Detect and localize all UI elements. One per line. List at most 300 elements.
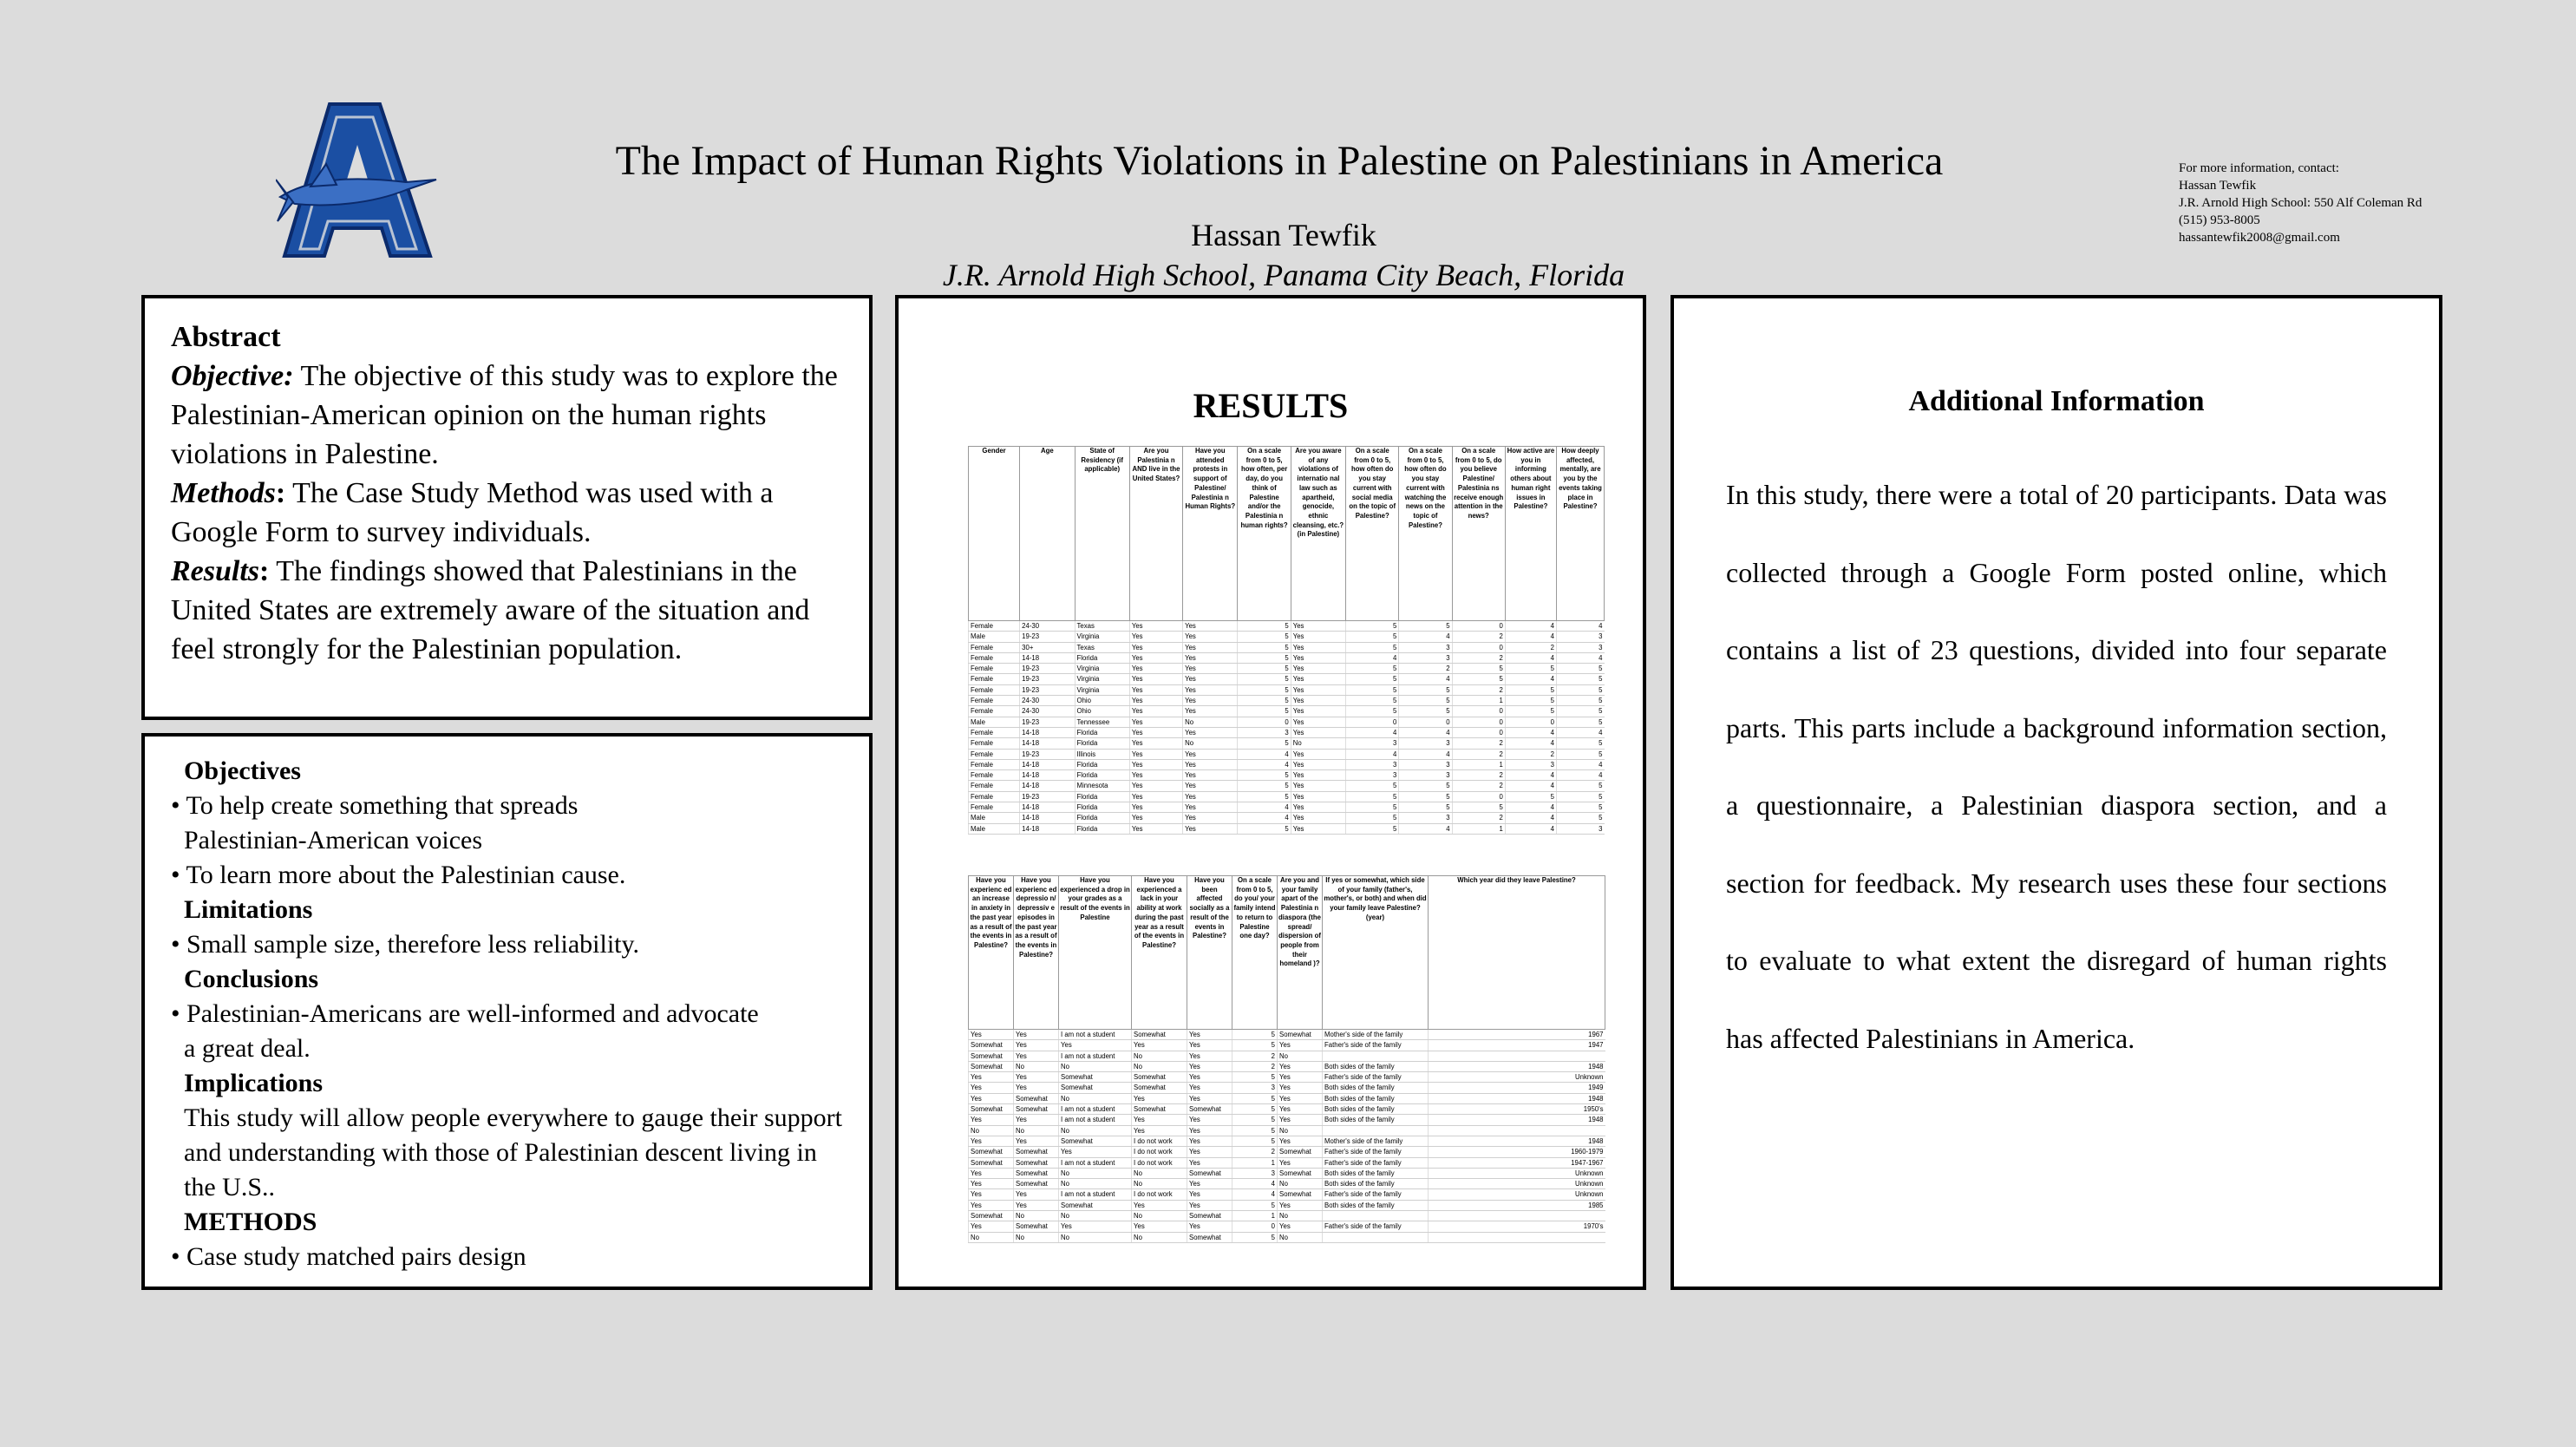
table-cell: Father's side of the family xyxy=(1323,1072,1429,1083)
table-cell: 5 xyxy=(1452,802,1505,813)
table-row xyxy=(969,1051,1605,1061)
table-cell: Yes xyxy=(1183,706,1238,717)
table-cell: Both sides of the family xyxy=(1323,1061,1429,1071)
table-cell: Yes xyxy=(1187,1093,1232,1103)
table-cell: Somewhat xyxy=(1132,1083,1187,1093)
table-cell: Yes xyxy=(1129,813,1182,823)
table-cell: No xyxy=(1278,1211,1323,1221)
table-cell: 5 xyxy=(1399,696,1452,706)
table-cell: Unknown xyxy=(1429,1072,1605,1083)
table-cell: 2 xyxy=(1232,1061,1278,1071)
table-header-cell: Are you aware of any violations of internatio nal law such as apartheid, genocide, ethnic cleansing, etc.? (in Palestine) xyxy=(1291,447,1345,621)
table-cell: Yes xyxy=(1129,674,1182,684)
abstract-methods: Methods: The Case Study Method was used with a Google Form to survey individuals. xyxy=(171,477,774,548)
table-row xyxy=(969,1083,1605,1093)
table-cell: Yes xyxy=(1278,1115,1323,1125)
table-cell: Yes xyxy=(1187,1136,1232,1146)
table-cell: 2 xyxy=(1452,632,1505,642)
table-cell: 4 xyxy=(1505,632,1556,642)
table-cell: 14-18 xyxy=(1020,813,1075,823)
table-cell: Florida xyxy=(1075,727,1129,737)
table-header-cell: Age xyxy=(1020,447,1075,621)
table-cell: Yes xyxy=(1183,781,1238,791)
table-cell: Yes xyxy=(969,1083,1014,1093)
table-cell: Yes xyxy=(1183,674,1238,684)
table-row xyxy=(969,1232,1605,1242)
results-title: RESULTS xyxy=(1193,386,1349,425)
table-cell: 19-23 xyxy=(1020,749,1075,759)
table-cell: No xyxy=(1183,738,1238,749)
contact-email: hassantewfik2008@gmail.com xyxy=(2179,231,2340,245)
table-cell: 4 xyxy=(1399,749,1452,759)
table-cell: Yes xyxy=(1183,696,1238,706)
table-cell: 5 xyxy=(1556,717,1604,727)
table-cell: 14-18 xyxy=(1020,738,1075,749)
table-cell: No xyxy=(1059,1232,1132,1242)
table-cell: Somewhat xyxy=(969,1040,1014,1051)
table-cell: 2 xyxy=(1452,652,1505,663)
table-cell: 1948 xyxy=(1429,1136,1605,1146)
table-cell: 5 xyxy=(1346,781,1399,791)
table-cell: Yes xyxy=(1129,749,1182,759)
table-cell: Yes xyxy=(1183,823,1238,834)
contact-line: J.R. Arnold High School: 550 Alf Coleman Rd xyxy=(2179,196,2422,210)
table-cell: No xyxy=(1014,1125,1059,1136)
table-row xyxy=(969,727,1605,737)
school-logo xyxy=(276,100,441,265)
table-cell: Somewhat xyxy=(1132,1104,1187,1115)
table-cell: 14-18 xyxy=(1020,781,1075,791)
table-cell: Yes xyxy=(1129,738,1182,749)
table-cell: 1 xyxy=(1232,1211,1278,1221)
table-cell: Female xyxy=(969,696,1020,706)
table-cell: 0 xyxy=(1452,706,1505,717)
table-cell xyxy=(1429,1211,1605,1221)
contact-line: For more information, contact: xyxy=(2179,161,2339,175)
objectives-panel xyxy=(141,733,873,1290)
table-cell: Somewhat xyxy=(1278,1030,1323,1040)
table-cell: No xyxy=(1014,1232,1059,1242)
table-row xyxy=(969,1168,1605,1178)
table-cell: 1947-1967 xyxy=(1429,1157,1605,1168)
table-cell: 1967 xyxy=(1429,1030,1605,1040)
table-cell: 5 xyxy=(1505,684,1556,695)
table-cell: 5 xyxy=(1346,621,1399,632)
table-cell: 19-23 xyxy=(1020,684,1075,695)
table-header-cell: On a scale from 0 to 5, how often, per day, do you think of Palestine and/or the Palestinia n human rights? xyxy=(1238,447,1291,621)
table-cell: Yes xyxy=(1183,664,1238,674)
objectives-heading: Objectives xyxy=(184,756,301,785)
table-cell: Yes xyxy=(1291,706,1345,717)
table-row xyxy=(969,813,1605,823)
table-cell: Yes xyxy=(1129,781,1182,791)
table-header-cell: Are you and your family apart of the Palestinia n diaspora (the spread/ dispersion of people from their homeland )? xyxy=(1278,876,1323,1030)
table-cell: 24-30 xyxy=(1020,696,1075,706)
table-cell: 5 xyxy=(1556,802,1604,813)
table-cell: Florida xyxy=(1075,823,1129,834)
table-cell: Yes xyxy=(1187,1072,1232,1083)
table-cell: No xyxy=(1059,1179,1132,1189)
table-cell: Yes xyxy=(1278,1093,1323,1103)
table-cell: 5 xyxy=(1452,674,1505,684)
table-cell: 1 xyxy=(1452,823,1505,834)
table-cell: Illinois xyxy=(1075,749,1129,759)
method-item: • Case study matched pairs design xyxy=(171,1242,526,1271)
table-cell: Unknown xyxy=(1429,1179,1605,1189)
table-cell: Both sides of the family xyxy=(1323,1168,1429,1178)
table-cell: Yes xyxy=(1278,1083,1323,1093)
table-cell: 4 xyxy=(1238,749,1291,759)
table-cell xyxy=(1323,1125,1429,1136)
table-cell: Yes xyxy=(1129,684,1182,695)
table-row xyxy=(969,652,1605,663)
table-header-cell: Have you experienc ed depressio n/ depressiv e episodes in the past year as a result of the events in Palestine? xyxy=(1014,876,1059,1030)
table-cell: Somewhat xyxy=(1132,1030,1187,1040)
table-cell: Yes xyxy=(1183,749,1238,759)
table-cell: 3 xyxy=(1556,642,1604,652)
table-cell: 5 xyxy=(1346,684,1399,695)
table-cell: Yes xyxy=(969,1072,1014,1083)
table-cell: No xyxy=(1132,1232,1187,1242)
table-cell: 5 xyxy=(1399,781,1452,791)
implications-heading: Implications xyxy=(184,1069,324,1097)
table-cell: I am not a student xyxy=(1059,1157,1132,1168)
table-cell: 1947 xyxy=(1429,1040,1605,1051)
table-cell: 2 xyxy=(1232,1147,1278,1157)
table-cell: Yes xyxy=(969,1136,1014,1146)
table-cell: 5 xyxy=(1346,664,1399,674)
table-cell: 5 xyxy=(1238,674,1291,684)
table-cell: No xyxy=(1132,1061,1187,1071)
table-cell: Female xyxy=(969,642,1020,652)
table-cell: I am not a student xyxy=(1059,1115,1132,1125)
table-cell: 3 xyxy=(1346,759,1399,769)
table-cell: Yes xyxy=(1291,813,1345,823)
table-cell: 4 xyxy=(1346,652,1399,663)
table-cell: 4 xyxy=(1505,813,1556,823)
table-cell: 4 xyxy=(1556,770,1604,781)
objective-item-cont: Palestinian-American voices xyxy=(184,826,483,854)
table-header-cell: Have you attended protests in support of Palestine/ Palestinia n Human Rights? xyxy=(1183,447,1238,621)
table-cell: Somewhat xyxy=(969,1211,1014,1221)
table-cell: 2 xyxy=(1452,684,1505,695)
table-cell: Yes xyxy=(1129,652,1182,663)
table-cell: Yes xyxy=(969,1189,1014,1200)
table-cell: 5 xyxy=(1346,706,1399,717)
table-cell: Tennessee xyxy=(1075,717,1129,727)
table-cell: Yes xyxy=(1014,1030,1059,1040)
table-cell: 4 xyxy=(1505,770,1556,781)
conclusion-item: • Palestinian-Americans are well-informed and advocate xyxy=(171,999,759,1028)
table-cell: No xyxy=(1278,1051,1323,1061)
abstract-panel xyxy=(141,295,873,720)
table-cell: 5 xyxy=(1346,802,1399,813)
table-cell: Somewhat xyxy=(1132,1072,1187,1083)
table-row xyxy=(969,642,1605,652)
table-cell: Yes xyxy=(1291,791,1345,802)
table-cell: Female xyxy=(969,684,1020,695)
table-cell: 5 xyxy=(1232,1040,1278,1051)
table-cell: Female xyxy=(969,621,1020,632)
table-cell: 3 xyxy=(1399,642,1452,652)
table-cell: Yes xyxy=(1183,759,1238,769)
table-row xyxy=(969,749,1605,759)
table-cell: Yes xyxy=(1291,642,1345,652)
table-cell: Yes xyxy=(1278,1040,1323,1051)
table-cell: I am not a student xyxy=(1059,1051,1132,1061)
table-cell: 5 xyxy=(1399,684,1452,695)
table-cell: 0 xyxy=(1452,621,1505,632)
table-cell: Mother's side of the family xyxy=(1323,1136,1429,1146)
table-cell: Ohio xyxy=(1075,706,1129,717)
table-cell: Somewhat xyxy=(1278,1147,1323,1157)
table-cell: 3 xyxy=(1556,632,1604,642)
table-cell: 3 xyxy=(1232,1083,1278,1093)
table-cell: 5 xyxy=(1505,706,1556,717)
table-cell: 5 xyxy=(1505,664,1556,674)
table-cell: 3 xyxy=(1346,738,1399,749)
table-cell: I do not work xyxy=(1132,1136,1187,1146)
table-cell: Yes xyxy=(1291,674,1345,684)
table-header-cell: How deeply affected, mentally, are you by the events taking place in Palestine? xyxy=(1556,447,1604,621)
table-cell: Both sides of the family xyxy=(1323,1179,1429,1189)
table-cell: Yes xyxy=(969,1200,1014,1210)
table-cell: Yes xyxy=(1129,791,1182,802)
table-cell: Texas xyxy=(1075,642,1129,652)
table-header-cell: Are you Palestinia n AND live in the United States? xyxy=(1129,447,1182,621)
table-cell: 5 xyxy=(1238,684,1291,695)
table-header-cell: On a scale from 0 to 5, how often do you stay current with social media on the topic of Palestine? xyxy=(1346,447,1399,621)
table-cell: Yes xyxy=(969,1168,1014,1178)
contact-info xyxy=(2179,160,2543,246)
table-cell: 3 xyxy=(1399,759,1452,769)
table-row xyxy=(969,1200,1605,1210)
table-cell: 5 xyxy=(1238,652,1291,663)
table-cell: Florida xyxy=(1075,652,1129,663)
table-cell: Unknown xyxy=(1429,1168,1605,1178)
table-cell: I am not a student xyxy=(1059,1189,1132,1200)
table-cell: Virginia xyxy=(1075,674,1129,684)
table-cell: Yes xyxy=(1132,1115,1187,1125)
table-cell: Florida xyxy=(1075,802,1129,813)
table-cell: 0 xyxy=(1238,717,1291,727)
table-cell: Yes xyxy=(1014,1051,1059,1061)
table-cell: 1949 xyxy=(1429,1083,1605,1093)
table-cell: 5 xyxy=(1556,749,1604,759)
table-cell: Somewhat xyxy=(1014,1179,1059,1189)
table-cell: Yes xyxy=(1187,1051,1232,1061)
table-cell: No xyxy=(1014,1211,1059,1221)
table-row xyxy=(969,1189,1605,1200)
table-cell: Somewhat xyxy=(1187,1211,1232,1221)
table-cell: Yes xyxy=(1187,1040,1232,1051)
table-cell: 5 xyxy=(1556,813,1604,823)
table-cell: Yes xyxy=(1278,1157,1323,1168)
table-cell: Florida xyxy=(1075,759,1129,769)
table-cell: No xyxy=(969,1232,1014,1242)
abstract-heading: Abstract xyxy=(171,321,281,353)
table-cell: No xyxy=(1059,1125,1132,1136)
table-cell: Somewhat xyxy=(1059,1200,1132,1210)
table-cell: Virginia xyxy=(1075,684,1129,695)
table-row xyxy=(969,1061,1605,1071)
table-cell: Somewhat xyxy=(969,1147,1014,1157)
table-cell: Yes xyxy=(1129,664,1182,674)
table-cell: Yes xyxy=(1183,791,1238,802)
table-cell: Yes xyxy=(1187,1147,1232,1157)
table-cell: Somewhat xyxy=(1059,1072,1132,1083)
table-cell: 5 xyxy=(1238,696,1291,706)
table-row xyxy=(969,717,1605,727)
table-cell: 5 xyxy=(1346,791,1399,802)
table-cell: Both sides of the family xyxy=(1323,1083,1429,1093)
table-cell: Yes xyxy=(1059,1040,1132,1051)
table-cell: 0 xyxy=(1399,717,1452,727)
table-cell: I am not a student xyxy=(1059,1104,1132,1115)
table-cell: 5 xyxy=(1232,1030,1278,1040)
table-cell: 5 xyxy=(1232,1200,1278,1210)
table-cell: 4 xyxy=(1238,759,1291,769)
table-cell: Ohio xyxy=(1075,696,1129,706)
table-cell: 1 xyxy=(1452,759,1505,769)
table-cell: 3 xyxy=(1556,823,1604,834)
table-cell: 30+ xyxy=(1020,642,1075,652)
table-cell: No xyxy=(1132,1168,1187,1178)
table-cell: 24-30 xyxy=(1020,706,1075,717)
table-cell: Yes xyxy=(1278,1104,1323,1115)
table-cell: Female xyxy=(969,727,1020,737)
table-cell: Female xyxy=(969,664,1020,674)
table-cell: Florida xyxy=(1075,791,1129,802)
table-cell: No xyxy=(1059,1211,1132,1221)
table-cell: 2 xyxy=(1452,781,1505,791)
table-cell: 14-18 xyxy=(1020,802,1075,813)
table-cell: Yes xyxy=(1129,717,1182,727)
table-row xyxy=(969,1030,1605,1040)
table-cell: Yes xyxy=(1278,1221,1323,1232)
table-cell: Virginia xyxy=(1075,632,1129,642)
table-header-cell: Which year did they leave Palestine? xyxy=(1429,876,1605,1030)
table-cell: 5 xyxy=(1238,632,1291,642)
table-cell: 1950's xyxy=(1429,1104,1605,1115)
table-cell: Yes xyxy=(1129,759,1182,769)
table-header-cell: How active are you in informing others about human right issues in Palestine? xyxy=(1505,447,1556,621)
table-cell: 5 xyxy=(1346,696,1399,706)
table-cell: Somewhat xyxy=(1014,1157,1059,1168)
table-row xyxy=(969,1040,1605,1051)
table-cell: Female xyxy=(969,791,1020,802)
table-row xyxy=(969,1211,1605,1221)
table-cell: 4 xyxy=(1232,1189,1278,1200)
table-cell: 5 xyxy=(1232,1104,1278,1115)
table-cell: 0 xyxy=(1452,717,1505,727)
table-cell: Somewhat xyxy=(1014,1104,1059,1115)
table-cell: No xyxy=(1132,1211,1187,1221)
table-cell: 3 xyxy=(1238,727,1291,737)
table-cell: Texas xyxy=(1075,621,1129,632)
table-header-cell: Have you experienc ed an increase in anxiety in the past year as a result of the events in Palestine? xyxy=(969,876,1014,1030)
table-cell: No xyxy=(969,1125,1014,1136)
table-cell: 14-18 xyxy=(1020,727,1075,737)
table-cell: Yes xyxy=(1187,1200,1232,1210)
table-cell: Yes xyxy=(1187,1157,1232,1168)
results-panel xyxy=(895,295,1646,1290)
table-cell: 4 xyxy=(1232,1179,1278,1189)
table-cell: 5 xyxy=(1399,802,1452,813)
objective-item: • To help create something that spreads xyxy=(171,791,579,820)
table-cell: 5 xyxy=(1556,696,1604,706)
table-cell: 4 xyxy=(1505,738,1556,749)
table-cell: Somewhat xyxy=(1014,1147,1059,1157)
table-row xyxy=(969,1221,1605,1232)
table-cell: 5 xyxy=(1238,664,1291,674)
table-cell: 3 xyxy=(1232,1168,1278,1178)
table-cell: Yes xyxy=(1291,652,1345,663)
table-cell: Somewhat xyxy=(1187,1232,1232,1242)
table-row xyxy=(969,664,1605,674)
table-cell: Somewhat xyxy=(1187,1168,1232,1178)
conclusion-item-cont: a great deal. xyxy=(184,1034,311,1063)
table-cell: No xyxy=(1059,1061,1132,1071)
table-cell: 5 xyxy=(1556,664,1604,674)
table-cell: No xyxy=(1059,1093,1132,1103)
table-cell: Male xyxy=(969,717,1020,727)
table-row xyxy=(969,632,1605,642)
table-cell: 4 xyxy=(1399,674,1452,684)
table-cell: 4 xyxy=(1346,727,1399,737)
table-row xyxy=(969,1115,1605,1125)
table-cell: No xyxy=(1014,1061,1059,1071)
table-cell: 4 xyxy=(1505,823,1556,834)
table-cell: Yes xyxy=(1059,1147,1132,1157)
table-cell: Somewhat xyxy=(1014,1221,1059,1232)
table-cell: Yes xyxy=(1187,1030,1232,1040)
table-cell: 5 xyxy=(1346,813,1399,823)
school-affiliation: J.R. Arnold High School, Panama City Beach, Florida xyxy=(942,258,1625,292)
table-cell: Yes xyxy=(969,1030,1014,1040)
table-cell: 0 xyxy=(1232,1221,1278,1232)
table-cell: 4 xyxy=(1505,674,1556,684)
table-cell: 4 xyxy=(1346,749,1399,759)
table-cell: 5 xyxy=(1346,674,1399,684)
table-cell: 0 xyxy=(1346,717,1399,727)
table-row xyxy=(969,802,1605,813)
limitation-item: • Small sample size, therefore less reliability. xyxy=(171,930,640,959)
table-cell: Yes xyxy=(1278,1136,1323,1146)
table-cell: 1 xyxy=(1452,696,1505,706)
table-cell: Yes xyxy=(969,1221,1014,1232)
table-cell: 5 xyxy=(1556,674,1604,684)
abstract-objective: Objective: The objective of this study was to explore the Palestinian-American opinion on the human rights violations in Palestine. xyxy=(171,360,838,470)
results-table-demographics xyxy=(968,446,1605,835)
table-cell: Yes xyxy=(1278,1061,1323,1071)
table-cell: Female xyxy=(969,781,1020,791)
table-cell: Yes xyxy=(1183,642,1238,652)
table-header-cell: Have you experienced a drop in your grades as a result of the events in Palestine xyxy=(1059,876,1132,1030)
table-cell: 1948 xyxy=(1429,1061,1605,1071)
table-cell: Yes xyxy=(1183,632,1238,642)
table-cell: Yes xyxy=(1129,642,1182,652)
table-cell: 4 xyxy=(1505,781,1556,791)
table-cell: Female xyxy=(969,759,1020,769)
table-cell: I am not a student xyxy=(1059,1030,1132,1040)
table-cell: Female xyxy=(969,674,1020,684)
table-cell: 2 xyxy=(1452,749,1505,759)
table-cell: Yes xyxy=(1187,1189,1232,1200)
table-header-cell: Gender xyxy=(969,447,1020,621)
table-cell: Yes xyxy=(1132,1125,1187,1136)
table-row xyxy=(969,706,1605,717)
